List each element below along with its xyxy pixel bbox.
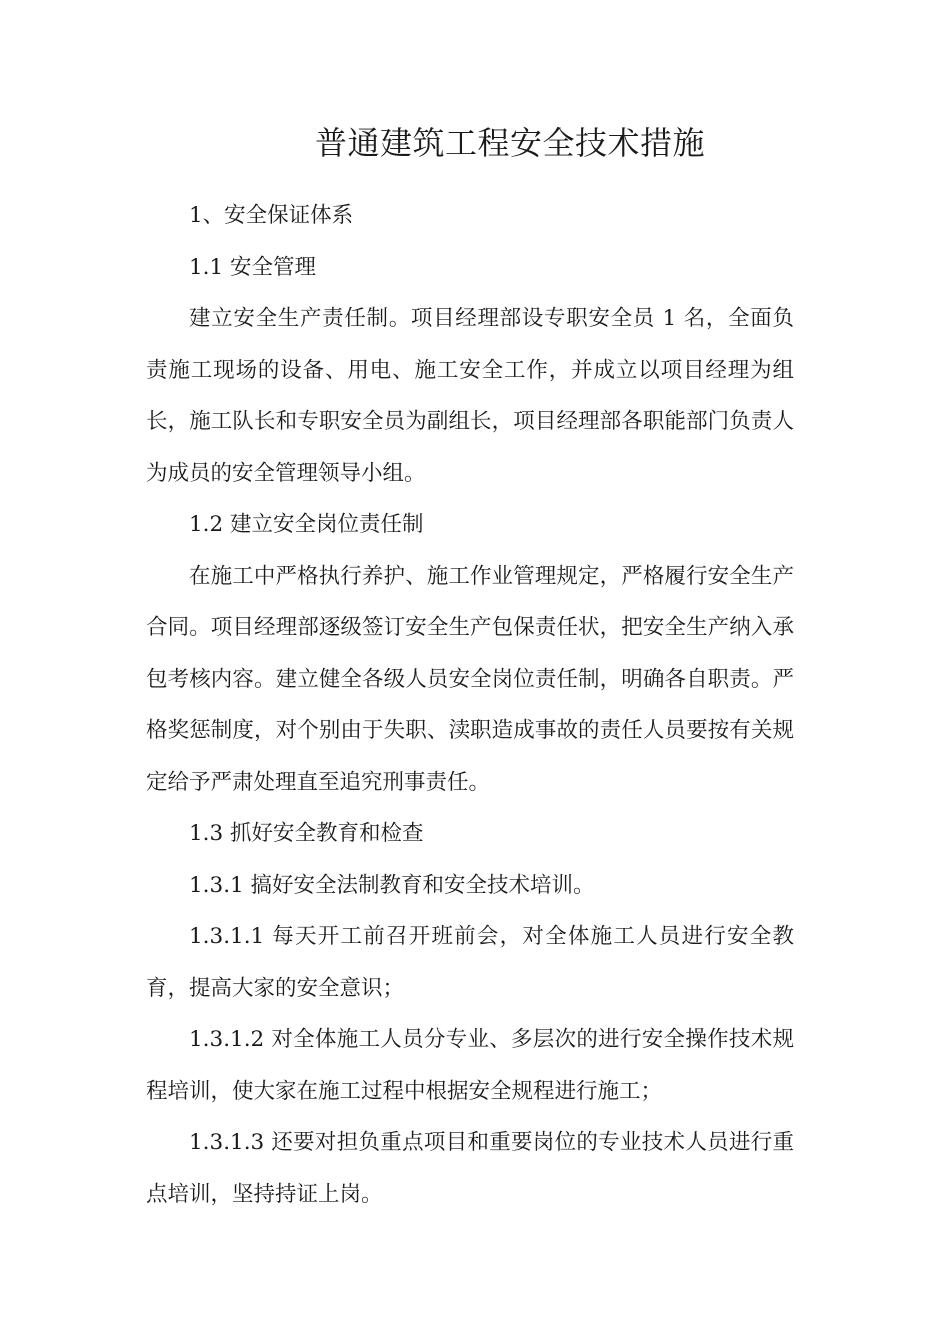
heading-safety-system: 1、安全保证体系 xyxy=(189,203,354,228)
paragraph-post-responsibility: 在施工中严格执行养护、施工作业管理规定，严格履行安全生产合同。项目经理部逐级签订安全生产包保责任状，把安全生产纳入承包考核内容。建立健全各级人员安全岗位责任制，明确各自职责。严格奖惩制度，对个别由于失职、渎职造成事故的责任人员要按有关规定给予严肃处理直至追究刑事责任。 xyxy=(146,563,794,795)
heading-safety-management: 1.1 安全管理 xyxy=(189,254,317,280)
paragraph-item-1-3-1-3: 1.3.1.3 还要对担负重点项目和重要岗位的专业技术人员进行重点培训，坚持持证上岗。 xyxy=(146,1130,794,1207)
heading-education-inspection: 1.3 抓好安全教育和检查 xyxy=(189,821,424,846)
paragraph-responsibility-system: 建立安全生产责任制。项目经理部设专职安全员 1 名，全面负责施工现场的设备、用电、施工安全工作，并成立以项目经理为组长，施工队长和专职安全员为副组长，项目经理部各职能部门负责人为成员的安全管理领导小组。 xyxy=(146,306,794,486)
paragraph-item-1-3-1-1: 1.3.1.1 每天开工前召开班前会，对全体施工人员进行安全教育，提高大家的安全意识； xyxy=(146,924,794,1001)
heading-legal-education: 1.3.1 搞好安全法制教育和安全技术培训。 xyxy=(189,872,595,898)
paragraph-item-1-3-1-2: 1.3.1.2 对全体施工人员分专业、多层次的进行安全操作技术规程培训，使大家在施工过程中根据安全规程进行施工； xyxy=(146,1027,794,1104)
document-title: 普通建筑工程安全技术措施 xyxy=(314,124,705,162)
heading-post-responsibility: 1.2 建立安全岗位责任制 xyxy=(189,512,424,537)
document-body xyxy=(146,190,794,1220)
